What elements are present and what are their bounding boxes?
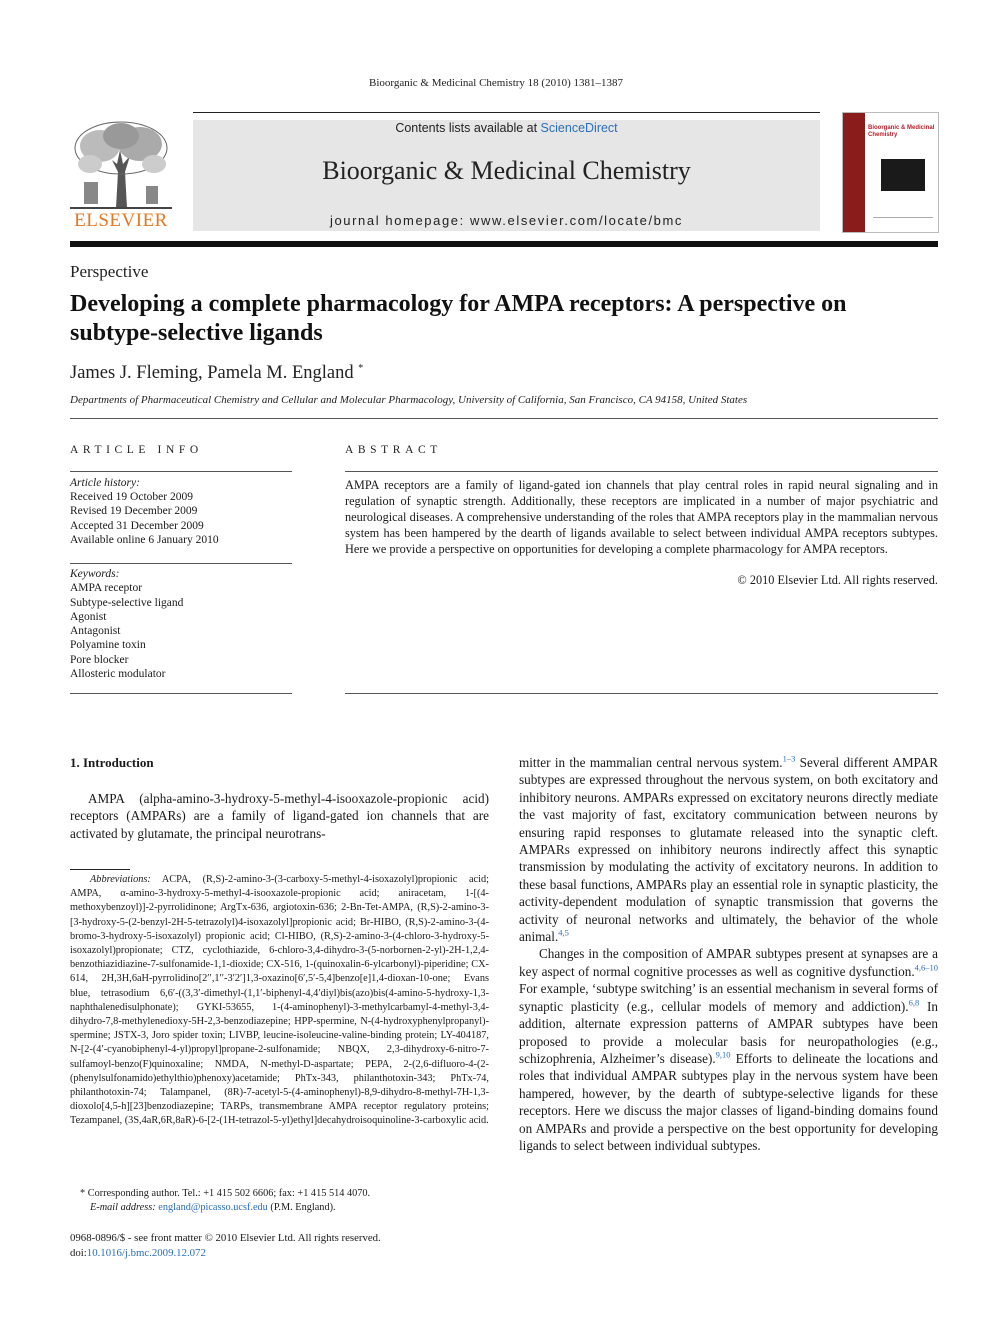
journal-homepage[interactable]: journal homepage: www.elsevier.com/locate/bmc [329, 213, 684, 228]
citation-ref[interactable]: 4,5 [558, 927, 569, 938]
citation-ref[interactable]: 9,10 [715, 1049, 731, 1060]
tree-icon [70, 120, 172, 210]
keyword-item: Allosteric modulator [70, 668, 166, 681]
divider-affiliation [70, 418, 938, 419]
email-link[interactable]: england@picasso.ucsf.edu [158, 1202, 268, 1214]
authors [70, 363, 363, 384]
article-title: Developing a complete pharmacology for AMPA receptors: A perspective on subtype-selective ligands [70, 291, 847, 346]
section-heading-introduction: 1. Introduction [70, 755, 154, 770]
journal-citation: Bioorganic & Medicinal Chemistry 18 (2010) 1381–1387 [369, 77, 623, 89]
contents-line [193, 121, 820, 135]
body-column-right [519, 754, 938, 1154]
cover-image [881, 159, 925, 191]
abstract-heading: ABSTRACT [345, 444, 442, 456]
article-info-heading: ARTICLE INFO [70, 444, 203, 456]
abbreviations-label: Abbreviations: [90, 874, 151, 885]
corresponding-author-mark[interactable]: * [358, 363, 364, 374]
keyword-item: AMPA receptor [70, 582, 143, 595]
issn-line: 0968-0896/$ - see front matter © 2010 Elsevier Ltd. All rights reserved. [70, 1232, 381, 1244]
text-run: Efforts to delineate the locations and roles that individual AMPAR subtypes play in the nervous system have been hampered, however, by the dearth of subtype-selective ligands for these receptors. Here we discuss the major classes of ligand-binding domains found on AMPARs and provide a perspective on the best opportunity for developing ligands to select between individual subtypes. [519, 1050, 938, 1153]
history-online: Available online 6 January 2010 [70, 533, 219, 546]
header-rule-top [193, 112, 820, 113]
history-received: Received 19 October 2009 [70, 491, 193, 504]
footnote-rule [70, 869, 130, 870]
email-label: E-mail address: [90, 1202, 159, 1214]
text-run: Changes in the composition of AMPAR subtypes present at synapses are a key aspect of normal cognitive processes as well as cognitive dysfunction. [519, 946, 938, 979]
header-rule-bottom [70, 241, 938, 247]
keywords-label: Keywords: [70, 568, 120, 580]
front-matter [70, 1231, 489, 1260]
doi-link[interactable]: 10.1016/j.bmc.2009.12.072 [86, 1246, 206, 1259]
contents-prefix: Contents lists available at [395, 121, 541, 135]
abbreviations-footnote [70, 873, 489, 1129]
keyword-item: Agonist [70, 610, 107, 623]
elsevier-wordmark: ELSEVIER [74, 210, 168, 231]
text-run: In addition, alternate expression patterns of AMPAR subtypes have been proposed to provide a molecular basis for neuropathologies (e.g., schizophrenia, Alzheimer’s disease). [519, 998, 938, 1066]
journal-cover [842, 112, 939, 233]
citation-ref[interactable]: 1–3 [782, 753, 796, 764]
article-history [70, 476, 292, 547]
abstract-copyright: © 2010 Elsevier Ltd. All rights reserved. [737, 573, 938, 587]
abbreviations-text: ACPA, (R,S)-2-amino-3-(3-carboxy-5-methyl-4-isoxazolyl)propionic acid; AMPA, α-amino-3-hydroxy-5-methyl-4-isooxazole-propionic acid; aniracetam, 1-[(4-methoxybenzoyl)]-2-pyrrolidinone; ArgTx-636, argiotoxin-636; 2-Bn-Tet-AMPA, (R,S)-2-amino-3-[3-hydroxy-5-(2-benzyl-2H-5-tetrazolyl)4-isoxazolyl]propionic acid; Br-HIBO, (R,S)-2-amino-3-(4-bromo-3-hydroxy-5-isoxazolyl) propionic acid; Cl-HIBO, (R,S)-2-amino-3-(4-chloro-3-hydroxy-5-isoxazolyl)propionate; CTZ, cyclothiazide, 6-chloro-3,4-dihydro-3-(5-norbornen-2-yl)-2H-1,2,4-benzothiazidiazine-7-sulfonamide-1,1-dioxide; CX-516, 1-(quinoxalin-6-ylcarbonyl)-piperidine; CX-614, 2H,3H,6aH-pyrrolidino[2′′,1′′-3′2′]1,3-oxazino[6′,5′-5,4]benzo[e]1,4-dioxan-10-one; Evans blue, tetrasodium 6,6′-((3,3′-dimethyl-(1,1′-biphenyl-4,4′diyl)bis(azo)bis(4-amino-5-hydroxy-1,3-naphthalenedisulphonate); GYKI-53655, 1-(4-aminophenyl)-3-methylcarbamyl-4-methyl-3,4-dihydro-7,8-methylenedioxy-5H-2,3-benzodiazepine; HPP-spermine, N-(4-hydroxyphenylpropanyl)-spermine; JSTX-3, Joro spider toxin; LIVBP, leucine-isoleucine-valine-binding protein; LY-404187, N-[2-(4′-cyanobiphenyl-4-yl)propyl]propane-2-sulfonamide; NBQX, 2,3-dihydroxy-6-nitro-7-sulfamoyl-benzo(F)quinoxaline; NMDA, N-methyl-D-aspartate; PEPA, 2-(2,6-difluoro-4-(2-(phenylsulfonamido)ethylthio)phenoxy)acetamide; PhTx-343, philanthotoxin-343; PhTx-74, philanthotoxin-74; Talampanel, (8R)-7-acetyl-5-(4-aminophenyl)-8,9-dihydro-8-methyl-7H-1,3-dioxolo[4,5-h][23]benzodiazepine; TARPs, transmembrane AMPA receptor regulatory proteins; Tezampanel, (3S,4aR,6R,8aR)-6-[2-(1H-tetrazol-5-yl)ethyl]decahydroisoquinoline-3-carboxylic acid. [70, 874, 489, 1127]
sciencedirect-link[interactable]: ScienceDirect [540, 121, 618, 135]
journal-title: Bioorganic & Medicinal Chemistry [322, 156, 691, 185]
body-paragraph [519, 754, 938, 945]
text-run: For example, ‘subtype switching’ is an essential mechanism in several forms of synaptic plasticity (e.g., cellular models of memory and addiction). [519, 981, 938, 1014]
email-line [70, 1201, 489, 1215]
keyword-item: Pore blocker [70, 653, 129, 666]
keyword-item: Polyamine toxin [70, 639, 146, 652]
divider-keywords [70, 563, 292, 564]
history-revised: Revised 19 December 2009 [70, 505, 198, 518]
doi-line [70, 1246, 489, 1261]
section-type: Perspective [70, 262, 149, 281]
citation-ref[interactable]: 6,8 [908, 997, 920, 1008]
divider-info-top [70, 471, 292, 472]
corresponding-footnote [70, 1187, 489, 1215]
abstract-text: AMPA receptors are a family of ligand-gated ion channels that play central roles in rapid neural signaling and in regulation of synaptic strength. Additionally, these receptors are implicated in a number of major psychiatric and neurological diseases. A comprehensive understanding of the roles that AMPA receptors play in the mammalian nervous system has been hampered by the dearth of ligands available to select between individual AMPA receptors subtypes. Here we provide a perspective on opportunities for developing a complete pharmacology for AMPA receptors. [345, 478, 938, 556]
affiliation: Departments of Pharmaceutical Chemistry and Cellular and Molecular Pharmacology, University of California, San Francisco, CA 94158, United States [70, 394, 748, 406]
history-accepted: Accepted 31 December 2009 [70, 519, 204, 532]
email-suffix: (P.M. England). [267, 1202, 336, 1214]
divider-abstract-top [345, 471, 938, 472]
cover-title: Bioorganic & Medicinal Chemistry [868, 125, 935, 138]
citation-ref[interactable]: 4,6–10 [914, 962, 938, 973]
divider-info-bottom [70, 693, 292, 694]
history-label: Article history: [70, 477, 140, 489]
cover-rule [873, 217, 933, 218]
body-paragraph [519, 945, 938, 1154]
corresponding-contact: * Corresponding author. Tel.: +1 415 502 6606; fax: +1 415 514 4070. [80, 1188, 371, 1199]
author-names: James J. Fleming, Pamela M. England [70, 363, 354, 384]
keyword-item: Subtype-selective ligand [70, 596, 184, 609]
divider-abstract-bottom [345, 693, 938, 694]
intro-paragraph: AMPA (alpha-amino-3-hydroxy-5-methyl-4-isooxazole-propionic acid) receptors (AMPARs) are a family of ligand-gated ion channels that are activated by glutamate, the principal neurotrans- [70, 791, 489, 841]
keywords [70, 567, 292, 681]
keyword-item: Antagonist [70, 625, 121, 638]
text-run: mitter in the mammalian central nervous system. [519, 755, 783, 770]
text-run: Several different AMPAR subtypes are expressed throughout the nervous system, on both excitatory and inhibitory neurons. AMPARs expressed on excitatory neurons directly mediate the vast majority of fast, excitatory communication between neurons by ensuring rapid responses to glutamate released into the synaptic cleft. AMPARs expressed on inhibitory neurons indirectly affect this synaptic transmission by modulating the activity of excitatory neurons. In addition to these basal functions, AMPARs play an essential role in synaptic plasticity, the activity-dependent modulation of synaptic transmission that governs the activity of neuronal networks and ultimately, the behavior of the whole animal. [519, 755, 938, 945]
doi-label: doi: [70, 1246, 87, 1259]
cover-strip [843, 113, 865, 232]
